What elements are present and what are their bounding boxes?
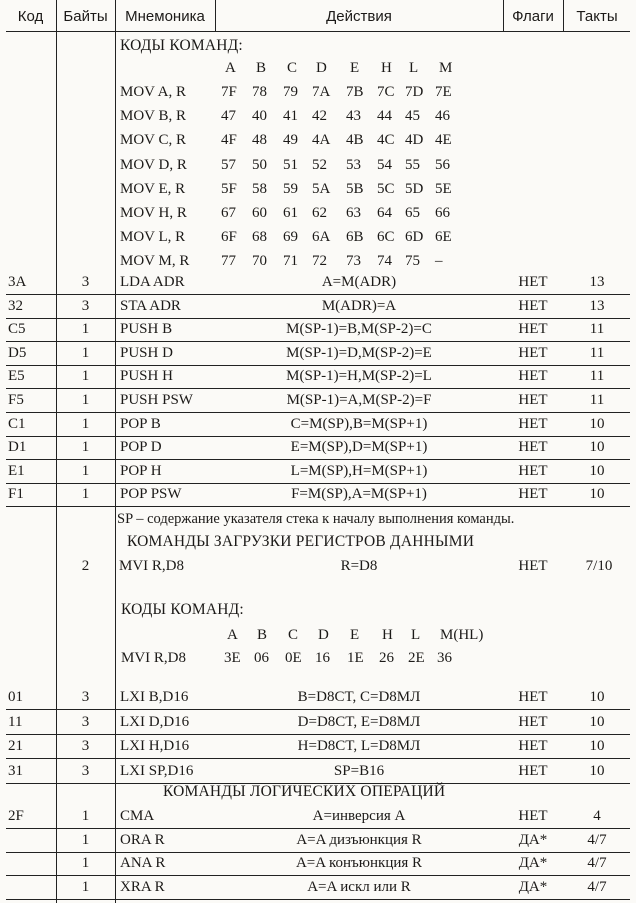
mov-opcode: 5A: [312, 180, 331, 197]
mov-opcode: 53: [346, 156, 361, 173]
mov-opcode: 67: [221, 205, 236, 221]
logic-flags: ДА*: [518, 831, 548, 848]
mov-opcode: 63: [346, 205, 361, 221]
instruction-action: M(ADR)=A: [321, 297, 397, 314]
lxi-code: 31: [8, 762, 23, 779]
mvi-opcode: 3E: [224, 650, 241, 666]
mvi-mnemonic: MVI R,D8: [119, 558, 185, 574]
mvi-column-header: H: [382, 627, 393, 643]
logic-bytes: 1: [81, 831, 90, 848]
mov-opcode: 5B: [346, 180, 364, 197]
instruction-flags: НЕТ: [518, 392, 548, 408]
instruction-bytes: 1: [81, 462, 90, 479]
header-actions: Действия: [326, 8, 392, 25]
mov-opcode: 4A: [312, 132, 331, 149]
column-divider: [503, 0, 504, 32]
logic-flags: ДА*: [518, 855, 548, 872]
lxi-cycles: 10: [589, 762, 605, 779]
mov-opcode: 7E: [435, 84, 452, 100]
mvi-column-header: A: [227, 627, 238, 643]
instruction-flags: НЕТ: [518, 297, 548, 314]
instruction-mnemonic: PUSH H: [120, 368, 173, 385]
mov-opcode: 78: [252, 84, 267, 100]
mov-column-header: E: [350, 60, 360, 76]
mov-row-label: MOV B, R: [120, 108, 186, 125]
instruction-mnemonic: POP H: [120, 462, 162, 479]
sp-note: SP – содержание указателя стека к началу выполнения команды.: [117, 511, 515, 527]
instruction-cycles: 10: [589, 415, 605, 432]
logic-action: A=A конъюнкция R: [295, 855, 423, 872]
mov-opcode: 5C: [377, 180, 395, 197]
header-divider: [6, 31, 630, 32]
mov-opcode: 64: [377, 205, 392, 221]
instruction-bytes: 1: [81, 368, 90, 385]
mvi-opcode: 26: [379, 650, 394, 666]
instruction-action: M(SP-1)=B,M(SP-2)=C: [286, 321, 432, 338]
mov-opcode: –: [435, 253, 443, 270]
lxi-cycles: 10: [589, 713, 605, 730]
instruction-bytes: 1: [81, 344, 90, 361]
instruction-flags: НЕТ: [518, 274, 548, 290]
instruction-code: D1: [8, 439, 27, 456]
mvi-bytes: 2: [81, 558, 90, 574]
mov-opcode: 57: [221, 156, 236, 173]
instruction-action: F=M(SP),A=M(SP+1): [291, 486, 427, 503]
mov-column-header: H: [381, 60, 392, 76]
instruction-flags: НЕТ: [518, 486, 548, 503]
mov-opcode: 56: [435, 156, 450, 173]
instruction-mnemonic: PUSH D: [120, 344, 173, 361]
instruction-action: E=M(SP),D=M(SP+1): [290, 439, 428, 456]
mov-opcode: 6A: [312, 229, 331, 246]
mov-opcode: 60: [252, 205, 267, 221]
instruction-bytes: 1: [81, 321, 90, 338]
mov-opcode: 4E: [435, 132, 452, 149]
mov-opcode: 77: [221, 253, 236, 270]
mvi-opcode: 1E: [347, 650, 364, 666]
mov-opcode: 58: [252, 180, 267, 197]
mov-row-label: MOV E, R: [120, 180, 186, 197]
mov-opcode: 69: [283, 229, 298, 246]
lxi-mnemonic: LXI SP,D16: [120, 762, 194, 779]
mov-row-label: MOV M, R: [120, 253, 190, 270]
mov-opcode: 6B: [346, 229, 364, 246]
mov-opcode: 74: [377, 253, 392, 270]
mov-opcode: 61: [283, 205, 298, 221]
mov-opcode: 7D: [405, 84, 424, 100]
lxi-bytes: 3: [81, 713, 90, 730]
mov-opcode: 71: [283, 253, 298, 270]
mov-row-label: MOV A, R: [120, 84, 186, 100]
mov-opcode: 62: [312, 205, 327, 221]
column-divider: [115, 0, 116, 903]
instruction-flags: НЕТ: [518, 368, 548, 385]
lxi-action: SP=B16: [333, 762, 385, 779]
mov-column-header: C: [287, 60, 298, 76]
mov-opcode: 52: [312, 156, 327, 173]
instruction-flags: НЕТ: [518, 462, 548, 479]
logic-flags: НЕТ: [518, 808, 548, 824]
instruction-mnemonic: POP PSW: [120, 486, 182, 503]
mov-opcode: 68: [252, 229, 267, 246]
logic-cycles: 4/7: [587, 855, 607, 872]
mvi-column-header: B: [257, 627, 268, 643]
logic-mnemonic: CMA: [120, 808, 155, 824]
mov-opcode: 43: [346, 108, 361, 125]
lxi-flags: НЕТ: [518, 713, 548, 730]
mov-opcode: 73: [346, 253, 361, 270]
mov-opcode: 44: [377, 108, 392, 125]
instruction-cycles: 13: [589, 297, 605, 314]
mvi-opcode: 16: [315, 650, 330, 666]
mov-opcode: 55: [405, 156, 420, 173]
instruction-flags: НЕТ: [518, 321, 548, 338]
instruction-code: E5: [8, 368, 25, 385]
logic-cycles: 4/7: [587, 879, 607, 896]
instruction-flags: НЕТ: [518, 439, 548, 456]
lxi-mnemonic: LXI H,D16: [120, 738, 190, 754]
instruction-code: F5: [8, 392, 24, 408]
instruction-action: M(SP-1)=D,M(SP-2)=E: [286, 344, 432, 361]
mov-opcode: 66: [435, 205, 450, 221]
instruction-action: M(SP-1)=A,M(SP-2)=F: [286, 392, 432, 408]
mvi-flags: НЕТ: [518, 558, 548, 574]
instruction-flags: НЕТ: [518, 415, 548, 432]
instruction-bytes: 1: [81, 486, 90, 503]
instruction-cycles: 10: [589, 486, 605, 503]
header-mnemonic: Мнемоника: [125, 8, 205, 25]
mov-opcode: 4B: [346, 132, 364, 149]
mov-opcode: 65: [405, 205, 420, 221]
lxi-mnemonic: LXI D,D16: [120, 713, 190, 730]
logic-mnemonic: ANA R: [120, 855, 166, 872]
mvi-table-title: КОДЫ КОМАНД:: [121, 601, 244, 618]
instruction-cycles: 11: [589, 321, 605, 338]
lxi-flags: НЕТ: [518, 689, 548, 705]
mov-opcode: 4D: [405, 132, 424, 149]
mov-opcode: 40: [252, 108, 267, 125]
lxi-flags: НЕТ: [518, 762, 548, 779]
logic-bytes: 1: [81, 808, 90, 824]
instruction-mnemonic: STA ADR: [120, 297, 181, 314]
mov-opcode: 59: [283, 180, 298, 197]
mvi-opcode: 2E: [408, 650, 425, 666]
lxi-bytes: 3: [81, 689, 90, 705]
instruction-mnemonic: PUSH PSW: [120, 392, 193, 408]
instruction-code: D5: [8, 344, 27, 361]
logic-flags: ДА*: [518, 879, 548, 896]
row-divider: [6, 899, 630, 900]
mov-column-header: M: [439, 60, 453, 76]
mvi-column-header: M(HL): [440, 627, 484, 643]
mov-opcode: 5F: [221, 180, 237, 197]
instruction-flags: НЕТ: [518, 344, 548, 361]
mov-opcode: 70: [252, 253, 267, 270]
mov-row-label: MOV H, R: [120, 205, 187, 221]
mov-row-label: MOV L, R: [120, 229, 186, 246]
instruction-cycles: 13: [589, 274, 605, 290]
logic-mnemonic: XRA R: [120, 879, 165, 896]
instruction-cycles: 10: [589, 439, 605, 456]
header-cycles: Такты: [576, 8, 618, 25]
instruction-cycles: 11: [589, 344, 605, 361]
instruction-action: A=M(ADR): [321, 274, 397, 290]
mvi-row-label: MVI R,D8: [121, 650, 187, 666]
mvi-column-header: L: [411, 627, 421, 643]
logic-action: A=инверсия A: [312, 808, 406, 824]
instruction-code: E1: [8, 462, 25, 479]
mov-opcode: 4C: [377, 132, 395, 149]
mov-opcode: 42: [312, 108, 327, 125]
mov-opcode: 54: [377, 156, 392, 173]
instruction-bytes: 3: [81, 274, 90, 290]
mov-opcode: 7B: [346, 84, 364, 100]
mov-table-title: КОДЫ КОМАНД:: [120, 37, 243, 54]
row-divider: [6, 506, 630, 507]
lxi-cycles: 10: [589, 738, 605, 754]
instruction-cycles: 10: [589, 462, 605, 479]
mov-opcode: 75: [405, 253, 420, 270]
mov-column-header: A: [225, 60, 236, 76]
instruction-mnemonic: POP B: [120, 415, 161, 432]
column-divider: [215, 0, 216, 32]
mov-opcode: 6F: [221, 229, 237, 246]
lxi-action: H=D8CT, L=D8МЛ: [297, 738, 421, 754]
lxi-bytes: 3: [81, 762, 90, 779]
mov-opcode: 4F: [221, 132, 237, 149]
logic-action: A=A искл или R: [307, 879, 411, 896]
mov-row-label: MOV C, R: [120, 132, 186, 149]
mov-opcode: 6E: [435, 229, 452, 246]
row-divider: [6, 709, 630, 710]
mov-opcode: 7F: [221, 84, 237, 100]
instruction-action: C=M(SP),B=M(SP+1): [290, 415, 428, 432]
instruction-bytes: 1: [81, 392, 90, 408]
row-divider: [6, 758, 630, 759]
mov-opcode: 47: [221, 108, 236, 125]
mov-row-label: MOV D, R: [120, 156, 187, 173]
mvi-action: R=D8: [340, 558, 378, 574]
instruction-bytes: 1: [81, 439, 90, 456]
mvi-column-header: D: [318, 627, 329, 643]
mov-opcode: 50: [252, 156, 267, 173]
mov-opcode: 46: [435, 108, 450, 125]
mov-opcode: 7A: [312, 84, 331, 100]
instruction-mnemonic: LDA ADR: [120, 274, 185, 290]
header-flags: Флаги: [512, 8, 554, 25]
instruction-code: C1: [8, 415, 26, 432]
section-load-title: КОМАНДЫ ЗАГРУЗКИ РЕГИСТРОВ ДАННЫМИ: [127, 533, 475, 550]
mov-column-header: L: [409, 60, 419, 76]
instruction-action: M(SP-1)=H,M(SP-2)=L: [286, 368, 432, 385]
section-logic-title: КОМАНДЫ ЛОГИЧЕСКИХ ОПЕРАЦИЙ: [163, 783, 446, 800]
mov-opcode: 51: [283, 156, 298, 173]
instruction-mnemonic: PUSH B: [120, 321, 173, 338]
logic-action: A=A дизъюнкция R: [296, 831, 422, 848]
mvi-opcode: 0E: [285, 650, 302, 666]
mov-column-header: D: [316, 60, 327, 76]
mov-opcode: 45: [405, 108, 420, 125]
logic-code: 2F: [8, 808, 24, 824]
mvi-cycles: 7/10: [585, 558, 613, 574]
instruction-code: 3A: [8, 274, 27, 290]
lxi-bytes: 3: [81, 738, 90, 754]
header-code: Код: [17, 8, 44, 25]
mov-opcode: 5E: [435, 180, 452, 197]
lxi-code: 21: [8, 738, 23, 754]
instruction-bytes: 3: [81, 297, 90, 314]
mov-opcode: 6C: [377, 229, 395, 246]
mvi-column-header: E: [350, 627, 360, 643]
mov-opcode: 79: [283, 84, 298, 100]
mov-opcode: 48: [252, 132, 267, 149]
lxi-action: D=D8CT, E=D8МЛ: [297, 713, 421, 730]
lxi-cycles: 10: [589, 689, 605, 705]
lxi-code: 01: [8, 689, 23, 705]
mvi-column-header: C: [288, 627, 299, 643]
instruction-bytes: 1: [81, 415, 90, 432]
mov-opcode: 41: [283, 108, 298, 125]
mov-opcode: 7C: [377, 84, 395, 100]
header-bytes: Байты: [63, 8, 108, 25]
mvi-opcode: 06: [254, 650, 269, 666]
lxi-action: B=D8CT, C=D8МЛ: [297, 689, 421, 705]
instruction-code: 32: [8, 297, 23, 314]
lxi-mnemonic: LXI B,D16: [120, 689, 189, 705]
row-divider: [6, 734, 630, 735]
logic-bytes: 1: [81, 855, 90, 872]
column-divider: [563, 0, 564, 32]
lxi-code: 11: [8, 713, 23, 730]
logic-bytes: 1: [81, 879, 90, 896]
instruction-cycles: 11: [589, 392, 605, 408]
lxi-flags: НЕТ: [518, 738, 548, 754]
instruction-code: F1: [8, 486, 24, 503]
instruction-mnemonic: POP D: [120, 439, 162, 456]
logic-cycles: 4/7: [587, 831, 607, 848]
logic-mnemonic: ORA R: [120, 831, 165, 848]
logic-cycles: 4: [593, 808, 601, 824]
instruction-action: L=M(SP),H=M(SP+1): [290, 462, 428, 479]
mvi-opcode: 36: [437, 650, 452, 666]
instruction-code: C5: [8, 321, 26, 338]
instruction-cycles: 11: [589, 368, 605, 385]
mov-opcode: 6D: [405, 229, 424, 246]
mov-opcode: 5D: [405, 180, 424, 197]
mov-column-header: B: [256, 60, 267, 76]
mov-opcode: 49: [283, 132, 298, 149]
mov-opcode: 72: [312, 253, 327, 270]
